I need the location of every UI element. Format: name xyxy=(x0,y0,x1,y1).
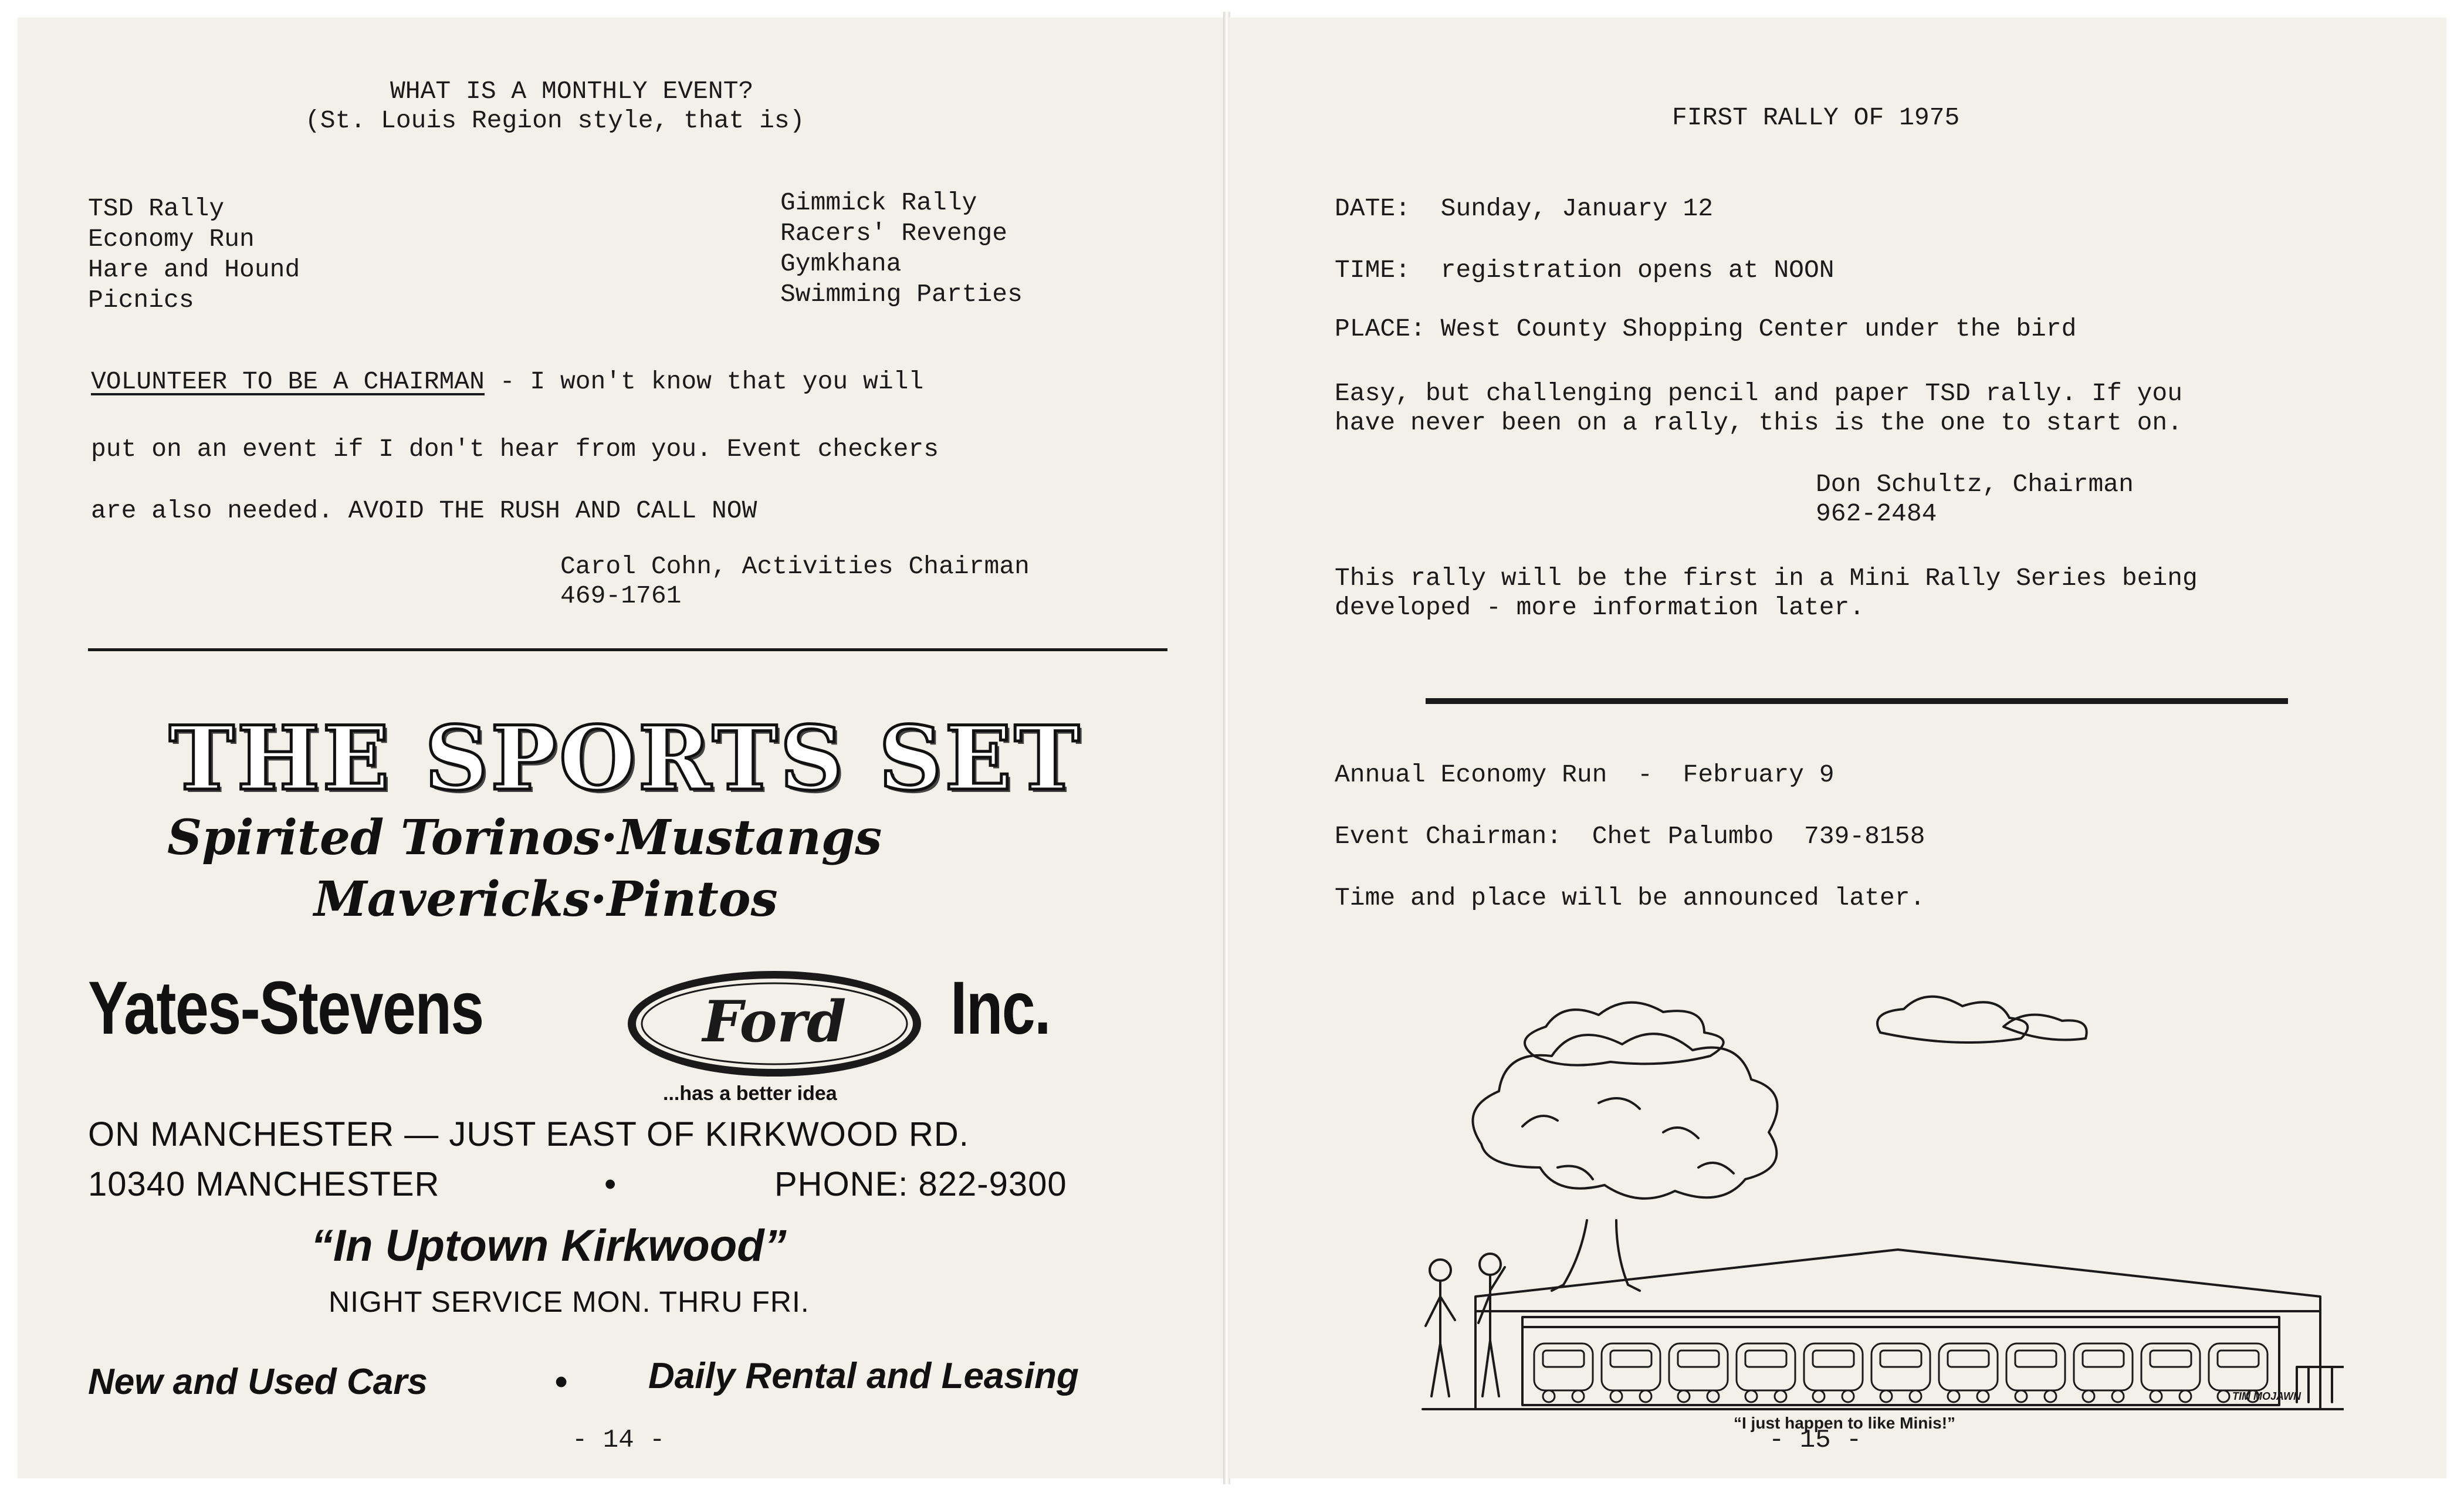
time-label: TIME: xyxy=(1335,256,1411,285)
date-label: DATE: xyxy=(1335,194,1411,223)
event-chairman-phone: 739-8158 xyxy=(1803,822,1925,851)
ford-logo xyxy=(622,965,927,1082)
section-divider xyxy=(88,648,1167,651)
event-item: Racers' Revenge xyxy=(780,219,1008,248)
dealer-suffix: Inc. xyxy=(950,966,1050,1050)
time-row xyxy=(1335,255,1835,286)
ad-phone: PHONE: 822-9300 xyxy=(774,1165,1067,1203)
cartoonist-signature: TIM MOJAWN xyxy=(2232,1390,2301,1402)
announcement-line: Time and place will be announced later. xyxy=(1335,884,1925,912)
ad-bullet: • xyxy=(604,1165,617,1203)
event-item: Gymkhana xyxy=(780,249,902,278)
series-line1: This rally will be the first in a Mini Rally Series being xyxy=(1335,564,2198,593)
ad-service-hours: NIGHT SERVICE MON. THRU FRI. xyxy=(329,1285,810,1318)
time-value: registration opens at NOON xyxy=(1440,256,1835,285)
left-page xyxy=(18,18,1223,1478)
event-item: Economy Run xyxy=(88,225,255,253)
date-row xyxy=(1335,194,1713,224)
event-title-line2: (St. Louis Region style, that is) xyxy=(305,106,805,135)
volunteer-line3: are also needed. AVOID THE RUSH AND CALL NOW xyxy=(91,496,757,525)
rally-chairman-name: Don Schultz, Chairman xyxy=(1816,470,2134,499)
events-list-left xyxy=(88,194,300,316)
volunteer-text: - I won't know that you will xyxy=(484,367,924,396)
place-row xyxy=(1335,314,2076,344)
right-page xyxy=(1229,18,2446,1478)
economy-run-label: Annual Economy Run xyxy=(1335,760,1607,789)
event-chairman-name: Chet Palumbo xyxy=(1592,822,1774,851)
event-title-line1: WHAT IS A MONTHLY EVENT? xyxy=(390,77,754,106)
event-item: Picnics xyxy=(88,286,194,314)
page-number: - 14 - xyxy=(572,1426,665,1455)
events-list-right xyxy=(780,188,1023,310)
ford-script-text: Ford xyxy=(702,989,847,1055)
place-label: PLACE: xyxy=(1335,314,1426,343)
event-chairman-label: Event Chairman: xyxy=(1335,822,1562,851)
event-item: Gimmick Rally xyxy=(780,188,977,217)
ad-footer-left: New and Used Cars xyxy=(88,1362,428,1402)
rally-description-line1: Easy, but challenging pencil and paper TSD rally. If you xyxy=(1335,379,2183,408)
page-number: - 15 - xyxy=(1769,1426,1862,1455)
dealer-name: Yates-Stevens xyxy=(88,966,483,1050)
activities-chairman-phone: 469-1761 xyxy=(560,581,682,610)
economy-run-row xyxy=(1335,760,1835,790)
ad-models-line1: Spirited Torinos·Mustangs xyxy=(167,810,882,866)
ad-headline: THE SPORTS SET xyxy=(169,707,1082,810)
rally-chairman-phone: 962-2484 xyxy=(1816,499,1937,528)
activities-chairman-name: Carol Cohn, Activities Chairman xyxy=(560,552,1030,581)
event-item: TSD Rally xyxy=(88,194,225,223)
series-line2: developed - more information later. xyxy=(1335,593,1865,622)
ford-tagline: ...has a better idea xyxy=(663,1082,837,1105)
volunteer-line1 xyxy=(91,367,923,397)
event-item: Swimming Parties xyxy=(780,280,1023,309)
event-item: Hare and Hound xyxy=(88,255,300,284)
cartoon-illustration xyxy=(1335,991,2344,1414)
ad-models-line2: Mavericks·Pintos xyxy=(314,871,778,928)
ad-slogan: “In Uptown Kirkwood” xyxy=(311,1221,787,1271)
volunteer-line2: put on an event if I don't hear from you. Event checkers xyxy=(91,435,939,463)
rally-title: FIRST RALLY OF 1975 xyxy=(1672,103,1960,132)
ad-footer-right: Daily Rental and Leasing xyxy=(648,1356,1079,1396)
ad-street: 10340 MANCHESTER xyxy=(88,1165,440,1203)
economy-run-dash: - xyxy=(1637,760,1653,789)
rally-description-line2: have never been on a rally, this is the one to start on. xyxy=(1335,408,2183,437)
section-divider xyxy=(1426,698,2288,704)
place-value: West County Shopping Center under the bird xyxy=(1440,314,2077,343)
economy-run-date: February 9 xyxy=(1683,760,1835,789)
date-value: Sunday, January 12 xyxy=(1440,194,1714,223)
cartoon-caption: “I just happen to like Minis!” xyxy=(1734,1414,1956,1432)
event-chairman-row xyxy=(1335,821,1925,852)
ad-address-line: ON MANCHESTER — JUST EAST OF KIRKWOOD RD. xyxy=(88,1115,969,1153)
ad-footer-bullet: • xyxy=(554,1362,567,1402)
volunteer-heading: VOLUNTEER TO BE A CHAIRMAN xyxy=(91,367,485,396)
